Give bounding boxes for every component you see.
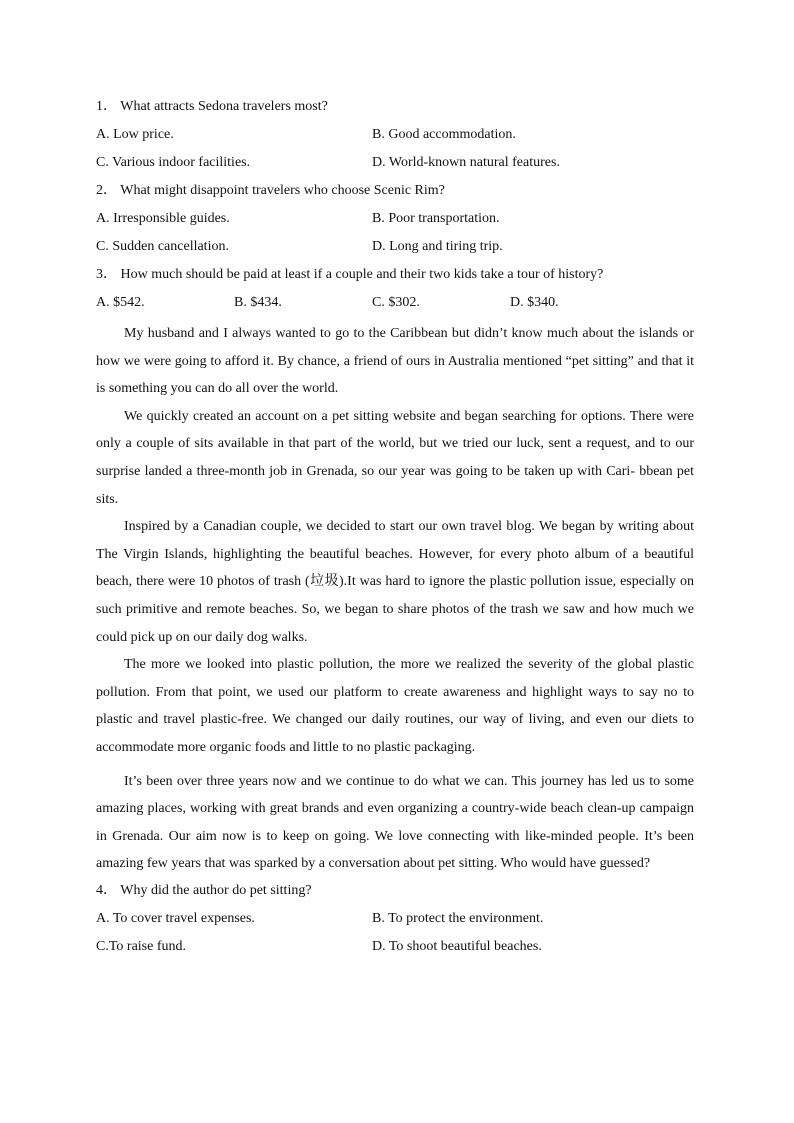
question-4-stem: 4． Why did the author do pet sitting? [96, 882, 312, 898]
q3-option-a[interactable]: A. $542. [96, 295, 145, 310]
passage-paragraph-2: We quickly created an account on a pet sitting website and began searching for options. There were only a couple of sits available in that part of the world, but we tried our luck, sent a request, and to our surprise landed a three-month job in Grenada, so our year was going to be taken up with Cari- bbean pet sits. [96, 408, 694, 507]
q2-option-c[interactable]: C. Sudden cancellation. [96, 239, 229, 254]
q2-option-d[interactable]: D. Long and tiring trip. [372, 239, 503, 254]
question-3-options-row [96, 292, 694, 320]
passage-paragraph-4: The more we looked into plastic pollution, the more we realized the severity of the global plastic pollution. From that point, we used our platform to create awareness and highlight ways to say no to plastic and travel plastic-free. We changed our daily routines, our way of living, and even our diets to accommodate more organic foods and little to no plastic packaging. [96, 657, 694, 755]
question-4-options-row-2 [96, 936, 694, 964]
reading-passage [96, 320, 694, 878]
q4-option-b[interactable]: B. To protect the environment. [372, 910, 544, 926]
q2-option-a[interactable]: A. Irresponsible guides. [96, 211, 230, 226]
q4-option-d[interactable]: D. To shoot beautiful beaches. [372, 938, 542, 954]
passage-paragraph-1: My husband and I always wanted to go to the Caribbean but didn’t know much about the islands or how we were going to afford it. By chance, a friend of ours in Australia mentioned “pet sitting” and that it is something you can do all over the world. [96, 326, 694, 397]
question-1-options-row-2 [96, 152, 694, 180]
question-2-options-row-2 [96, 236, 694, 264]
q1-option-d[interactable]: D. World-known natural features. [372, 155, 560, 170]
q1-option-a[interactable]: A. Low price. [96, 127, 174, 142]
passage-paragraph-5: It’s been over three years now and we continue to do what we can. This journey has led us to some amazing places, working with great brands and even organizing a country-wide beach clean-up campaign in Grenada. Our aim now is to keep on going. We love connecting with like-minded people. It’s been amazing few years that was sparked by a conversation about pet sitting. Who would have guessed? [96, 773, 694, 872]
question-3-stem: 3． How much should be paid at least if a couple and their two kids take a tour of history? [96, 267, 604, 282]
question-1-options-row-1 [96, 124, 694, 152]
question-4-options-row-1 [96, 908, 694, 936]
passage-paragraph-3: Inspired by a Canadian couple, we decided to start our own travel blog. We began by writing about The Virgin Islands, highlighting the beautiful beaches. However, for every photo album of a beautiful beach, there were 10 photos of trash (垃圾).It was hard to ignore the plastic pollution issue, especially on such primitive and remote beaches. So, we began to share photos of the trash we saw and how much we could pick up on our daily dog walks. [96, 519, 694, 645]
q3-option-d[interactable]: D. $340. [510, 295, 559, 310]
q2-option-b[interactable]: B. Poor transportation. [372, 211, 500, 226]
question-2-stem: 2． What might disappoint travelers who choose Scenic Rim? [96, 183, 445, 198]
question-1-stem: 1． What attracts Sedona travelers most? [96, 99, 328, 114]
question-2-options-row-1 [96, 208, 694, 236]
q3-option-c[interactable]: C. $302. [372, 295, 420, 310]
q3-option-b[interactable]: B. $434. [234, 295, 282, 310]
q4-option-c[interactable]: C.To raise fund. [96, 938, 187, 954]
q1-option-c[interactable]: C. Various indoor facilities. [96, 155, 251, 170]
exam-page [96, 96, 694, 964]
q1-option-b[interactable]: B. Good accommodation. [372, 127, 516, 142]
q4-option-a[interactable]: A. To cover travel expenses. [96, 910, 255, 926]
